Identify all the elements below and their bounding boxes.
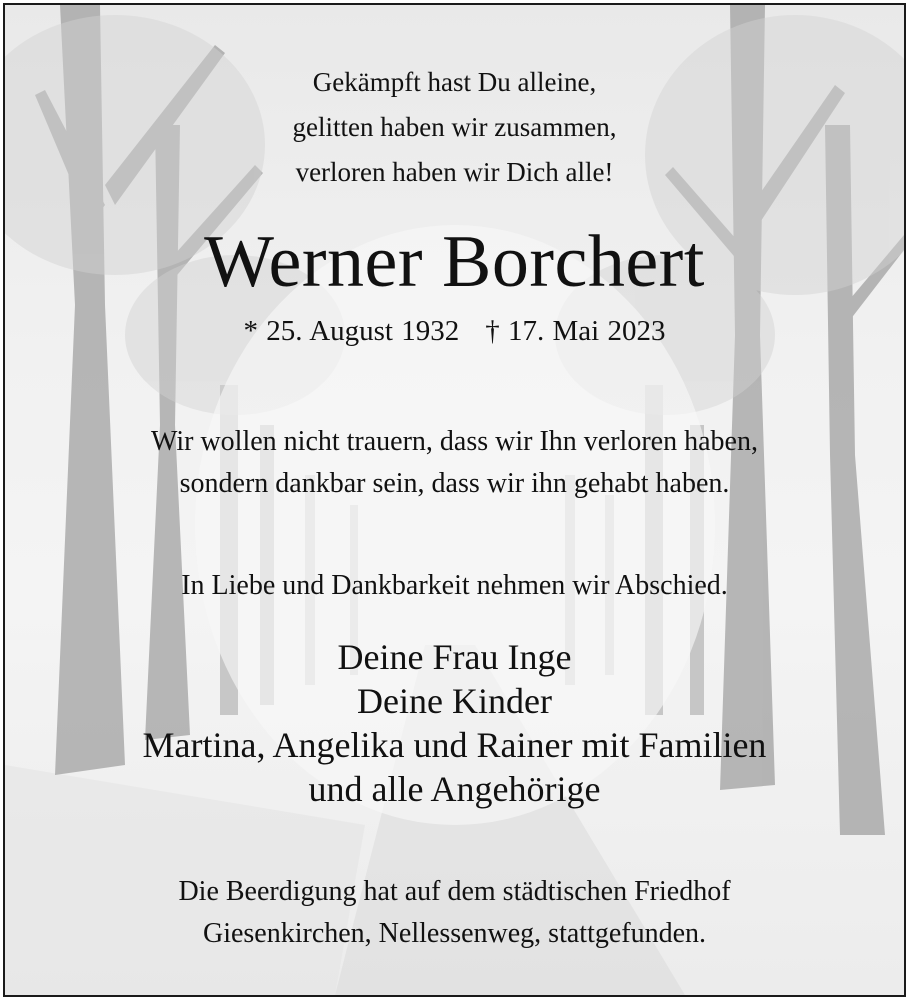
motto-verse <box>5 60 904 195</box>
motto-line: Gekämpft hast Du alleine, <box>312 67 597 97</box>
death-date: † 17. Mai 2023 <box>485 315 666 347</box>
mourner-line: Martina, Angelika und Rainer mit Familien <box>142 725 767 765</box>
birth-date: * 25. August 1932 <box>243 315 460 347</box>
obituary-notice <box>3 3 906 997</box>
mourner-line: Deine Kinder <box>357 681 552 721</box>
deceased-name: Werner Borchert <box>204 221 705 303</box>
motto-line: verloren haben wir Dich alle! <box>295 157 614 187</box>
quote-line: Wir wollen nicht trauern, dass wir Ihn verloren haben, <box>151 426 758 457</box>
life-dates <box>5 311 904 351</box>
mourner-line: Deine Frau Inge <box>337 637 572 677</box>
mourner-line: und alle Angehörige <box>308 769 601 809</box>
motto-line: gelitten haben wir zusammen, <box>292 112 617 142</box>
funeral-line: Die Beerdigung hat auf dem städtischen Friedhof <box>178 876 731 907</box>
mourners-list <box>5 635 904 811</box>
farewell-line: In Liebe und Dankbarkeit nehmen wir Abschied. <box>181 570 728 601</box>
funeral-line: Giesenkirchen, Nellessenweg, stattgefunden. <box>202 918 707 949</box>
funeral-info <box>5 871 904 955</box>
quote-line: sondern dankbar sein, dass wir ihn gehabt haben. <box>179 468 730 499</box>
memorial-quote <box>5 421 904 505</box>
